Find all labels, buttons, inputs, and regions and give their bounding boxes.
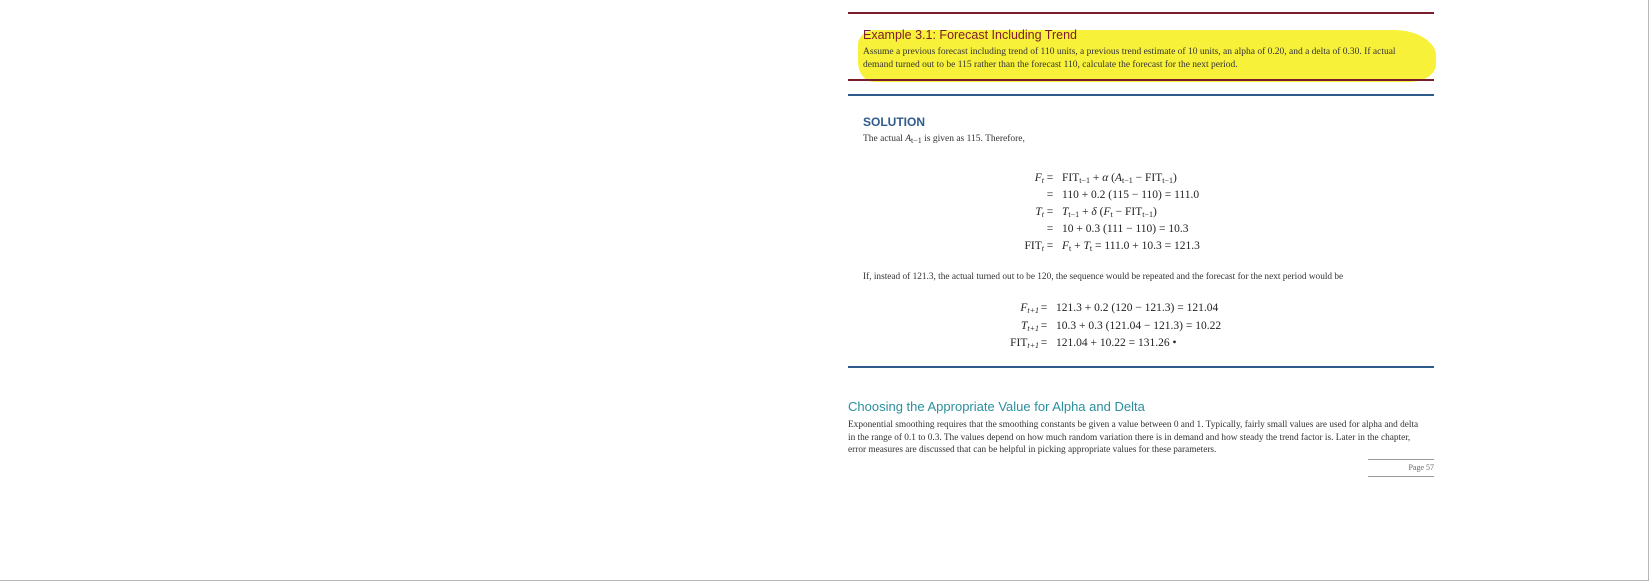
- section-heading: Choosing the Appropriate Value for Alpha and Delta: [848, 399, 1145, 414]
- equation-rhs: 10.3 + 0.3 (121.04 − 121.3) = 10.22: [1056, 319, 1222, 332]
- equation-rhs: 121.04 + 10.22 = 131.26 •: [1056, 337, 1177, 349]
- equation-sign: =: [1046, 189, 1054, 201]
- document-page: [848, 0, 1434, 584]
- equation-rhs: 10 + 0.3 (111 − 110) = 10.3: [1062, 223, 1189, 235]
- equation-sign: =: [1040, 302, 1048, 314]
- equation-lhs: $FIT_{t+1}$: [1010, 337, 1039, 350]
- solution-mid-text: If, instead of 121.3, the actual turned out to be 120, the sequence would be repeated and the forecast for the next period would be: [863, 272, 1344, 282]
- page-number: Page 57: [1368, 459, 1434, 477]
- equation-sign: =: [1046, 223, 1054, 235]
- example-bottom-rule: [848, 79, 1434, 81]
- equation-sign: =: [1046, 240, 1054, 252]
- equation-sign: =: [1040, 337, 1048, 349]
- equation-sign: =: [1040, 319, 1048, 332]
- equation-sign: =: [1046, 206, 1054, 218]
- equation-rhs: 110 + 0.2 (115 − 110) = 111.0: [1062, 189, 1200, 201]
- equation-rhs: 121.3 + 0.2 (120 − 121.3) = 121.04: [1056, 302, 1219, 314]
- solution-intro: The actual $A_{t-1}$ is given as 115. Therefore,: [863, 134, 1025, 145]
- example-top-rule: [848, 12, 1434, 14]
- equation-rhs: $FIT_{t-1} + \alpha$ $(A_{t-1} - FIT_{t-1})$: [1062, 172, 1177, 185]
- equation-lhs: $T_t$: [1035, 206, 1044, 219]
- example-title: Example 3.1: Forecast Including Trend: [863, 28, 1078, 42]
- equation-lhs: $T_{t+1}$: [1020, 319, 1039, 333]
- equation-lhs: $FIT_t$: [1024, 240, 1044, 253]
- solution-bottom-rule: [848, 366, 1434, 368]
- equation-lhs: $F_{t+1}$: [1020, 302, 1039, 315]
- equation-sign: =: [1046, 172, 1054, 184]
- equation-rhs: $F_t + T_t = 111.0 + 10.3 = 121.3$: [1062, 240, 1200, 253]
- section-body: Exponential smoothing requires that the smoothing constants be given a value between 0 and 1. Typically, fairly small values are used for alpha and delta in the range of 0.1 to 0.3. The values depend on how much random variation there is in demand and how steady the trend factor is. Later in the chapter, error measures are discussed that can be helpful in picking appropriate values for these parameters.: [848, 420, 1419, 456]
- example-body: Assume a previous forecast including trend of 110 units, a previous trend estimate of 10 units, an alpha of 0.20, and a delta of 0.30. If actual demand turned out to be 115 rather than the forecast 110, calculate the forecast for the next period.: [863, 47, 1396, 70]
- solution-top-rule: [848, 94, 1434, 96]
- equation-lhs: $F_t$: [1034, 172, 1044, 185]
- solution-title: SOLUTION: [863, 115, 925, 129]
- equation-rhs: $T_{t-1} + \delta$ $(F_t - FIT_{t-1})$: [1062, 206, 1157, 219]
